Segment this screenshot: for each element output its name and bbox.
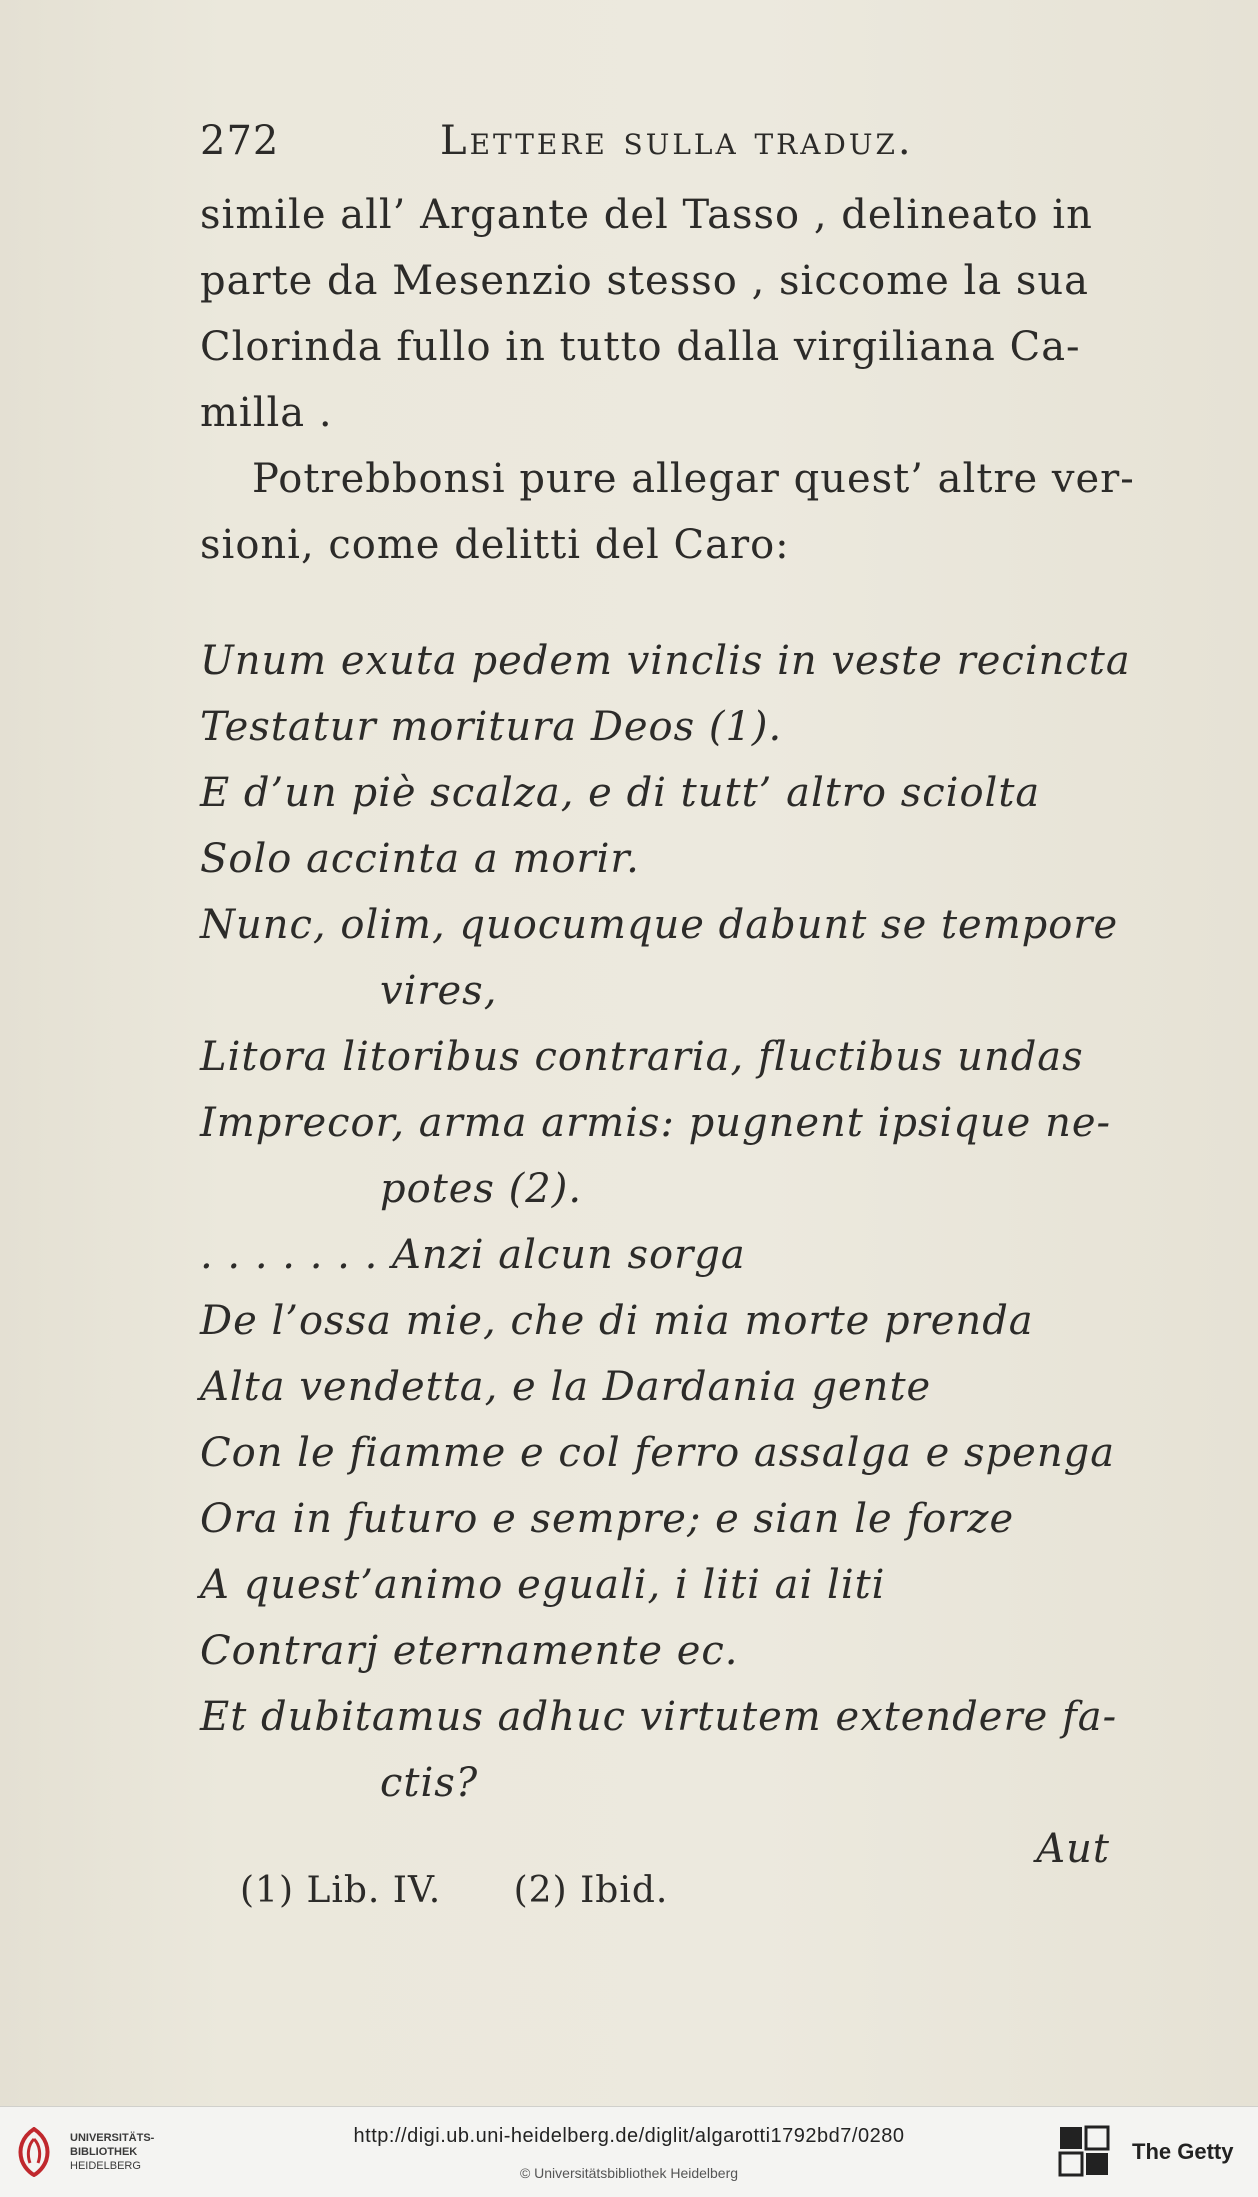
- copyright-notice: © Universitätsbibliothek Heidelberg: [519, 2165, 739, 2181]
- verse-line: Imprecor, arma armis: pugnent ipsique ne-: [200, 1100, 1112, 1146]
- prose-line: simile all’ Argante del Tasso , delineato in: [200, 192, 1093, 238]
- prose-line: Clorinda fullo in tutto dalla virgiliana Ca-: [200, 324, 1081, 370]
- running-head: Lettere sulla traduz.: [440, 118, 914, 164]
- verse-line: De l’ossa mie, che di mia morte prenda: [200, 1298, 1034, 1344]
- verse-line: Testatur moritura Deos (1).: [200, 704, 783, 750]
- permalink-url[interactable]: http://digi.ub.uni-heidelberg.de/diglit/algarotti1792bd7/0280: [353, 2125, 905, 2147]
- verse-line: potes (2).: [380, 1166, 583, 1212]
- getty-logo-icon: [1058, 2125, 1110, 2177]
- page-number: 272: [200, 118, 280, 164]
- viewer-footer: [0, 2106, 1258, 2197]
- verse-line: vires,: [380, 968, 498, 1014]
- prose-line: sioni, come delitti del Caro:: [200, 522, 790, 568]
- verse-line: Con le fiamme e col ferro assalga e spenga: [200, 1430, 1116, 1476]
- prose-line: milla .: [200, 390, 333, 436]
- verse-line: Nunc, olim, quocumque dabunt se tempore: [200, 902, 1119, 948]
- footnote-1: (1) Lib. IV.: [240, 1870, 442, 1911]
- prose-line: Potrebbonsi pure allegar quest’ altre ver-: [252, 456, 1135, 502]
- catchword: Aut: [1036, 1826, 1110, 1872]
- verse-block: [200, 628, 1180, 1882]
- verse-line: A quest’animo eguali, i liti ai liti: [200, 1562, 886, 1608]
- verse-line: Et dubitamus adhuc virtutem extendere fa-: [200, 1694, 1118, 1740]
- partner-logo[interactable]: [1058, 2125, 1248, 2181]
- verse-line: Unum exuta pedem vinclis in veste recincta: [200, 638, 1131, 684]
- partner-name: The Getty: [1132, 2139, 1234, 2164]
- verse-line: E d’un piè scalza, e di tutt’ altro sciolta: [200, 770, 1041, 816]
- verse-line: Alta vendetta, e la Dardania gente: [200, 1364, 932, 1410]
- verse-line: ctis?: [380, 1760, 479, 1806]
- library-name: UNIVERSITÄTS- BIBLIOTHEK HEIDELBERG: [70, 2132, 155, 2172]
- footnotes: [240, 1870, 728, 1911]
- verse-line: . . . . . . . Anzi alcun sorga: [200, 1232, 746, 1278]
- footnote-2: (2) Ibid.: [513, 1870, 669, 1911]
- verse-line: Ora in futuro e sempre; e sian le forze: [200, 1496, 1015, 1542]
- verse-line: Litora litoribus contraria, fluctibus undas: [200, 1034, 1084, 1080]
- prose-block: [200, 182, 1172, 578]
- verse-line: Contrarj eternamente ec.: [200, 1628, 739, 1674]
- verse-line: Solo accinta a morir.: [200, 836, 640, 882]
- prose-line: parte da Mesenzio stesso , siccome la sua: [200, 258, 1090, 304]
